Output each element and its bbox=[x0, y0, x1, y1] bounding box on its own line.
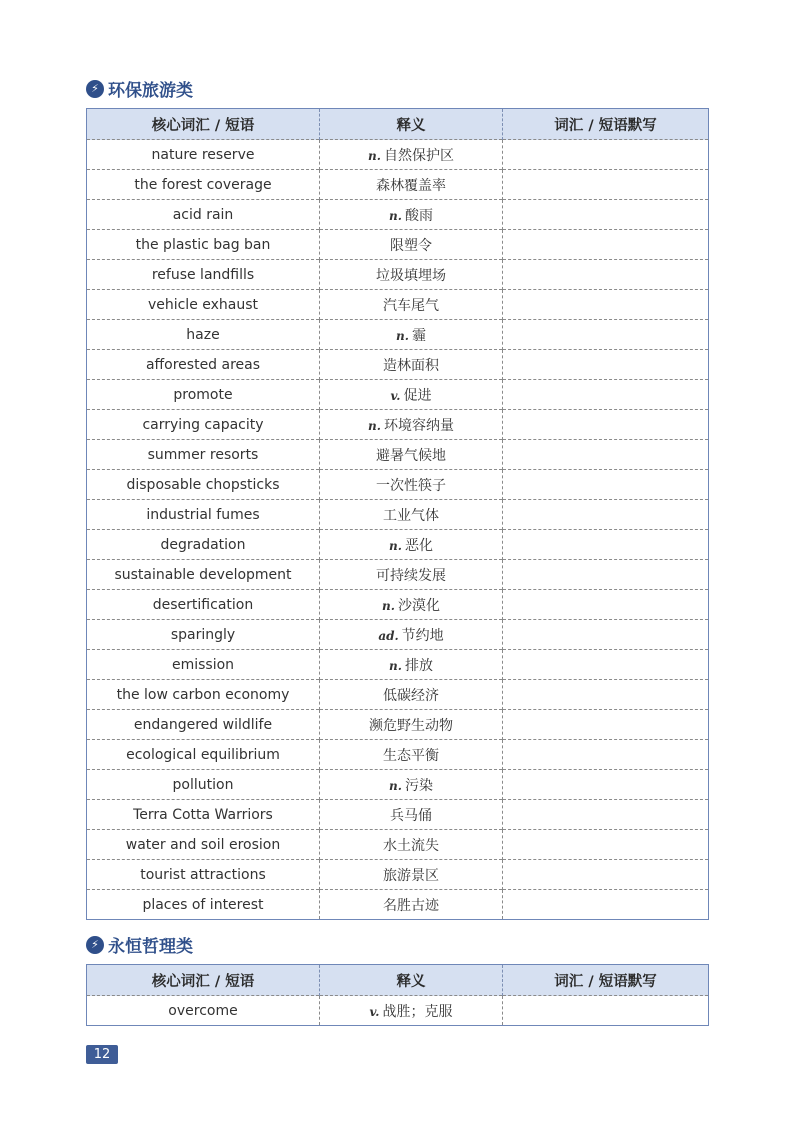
meaning-text: 节约地 bbox=[401, 627, 444, 644]
part-of-speech: n. bbox=[389, 778, 402, 793]
meaning-text: 霾 bbox=[411, 327, 426, 344]
dictation-cell[interactable] bbox=[503, 170, 709, 200]
term-cell: sustainable development bbox=[87, 560, 320, 590]
lightning-bolt-icon: ⚡ bbox=[86, 936, 104, 954]
meaning-text: 排放 bbox=[404, 657, 433, 674]
meaning-text: 垃圾填埋场 bbox=[376, 267, 446, 284]
meaning-text: 自然保护区 bbox=[383, 147, 454, 164]
table-row bbox=[87, 590, 709, 620]
table-header-row bbox=[87, 965, 709, 996]
dictation-cell[interactable] bbox=[503, 680, 709, 710]
table-row bbox=[87, 170, 709, 200]
meaning-cell bbox=[320, 560, 503, 590]
term-cell: acid rain bbox=[87, 200, 320, 230]
dictation-cell[interactable] bbox=[503, 710, 709, 740]
term-cell: summer resorts bbox=[87, 440, 320, 470]
term-cell: the plastic bag ban bbox=[87, 230, 320, 260]
meaning-cell bbox=[320, 710, 503, 740]
dictation-cell[interactable] bbox=[503, 410, 709, 440]
table-row bbox=[87, 770, 709, 800]
dictation-cell[interactable] bbox=[503, 996, 709, 1026]
meaning-text: 限塑令 bbox=[390, 237, 432, 254]
part-of-speech: v. bbox=[390, 388, 401, 403]
meaning-text: 促进 bbox=[403, 387, 432, 404]
section-title-philosophy bbox=[86, 932, 193, 957]
term-cell: industrial fumes bbox=[87, 500, 320, 530]
term-cell: overcome bbox=[87, 996, 320, 1026]
term-cell: disposable chopsticks bbox=[87, 470, 320, 500]
meaning-text: 濒危野生动物 bbox=[369, 717, 453, 734]
term-cell: water and soil erosion bbox=[87, 830, 320, 860]
part-of-speech: n. bbox=[368, 418, 381, 433]
meaning-cell bbox=[320, 320, 503, 350]
dictation-cell[interactable] bbox=[503, 350, 709, 380]
table-row bbox=[87, 140, 709, 170]
meaning-cell bbox=[320, 740, 503, 770]
header-term: 核心词汇 / 短语 bbox=[87, 965, 320, 996]
section-title-eco-travel bbox=[86, 76, 193, 101]
meaning-text: 森林覆盖率 bbox=[376, 177, 446, 194]
dictation-cell[interactable] bbox=[503, 470, 709, 500]
table-row bbox=[87, 500, 709, 530]
meaning-text: 水土流失 bbox=[383, 837, 439, 854]
table-row bbox=[87, 680, 709, 710]
meaning-cell bbox=[320, 650, 503, 680]
meaning-cell bbox=[320, 380, 503, 410]
dictation-cell[interactable] bbox=[503, 140, 709, 170]
dictation-cell[interactable] bbox=[503, 260, 709, 290]
table-row bbox=[87, 710, 709, 740]
part-of-speech: n. bbox=[382, 598, 395, 613]
term-cell: Terra Cotta Warriors bbox=[87, 800, 320, 830]
dictation-cell[interactable] bbox=[503, 380, 709, 410]
meaning-text: 避暑气候地 bbox=[376, 447, 446, 464]
dictation-cell[interactable] bbox=[503, 800, 709, 830]
term-cell: endangered wildlife bbox=[87, 710, 320, 740]
term-cell: desertification bbox=[87, 590, 320, 620]
meaning-text: 酸雨 bbox=[404, 207, 433, 224]
meaning-cell bbox=[320, 260, 503, 290]
meaning-cell bbox=[320, 590, 503, 620]
term-cell: the low carbon economy bbox=[87, 680, 320, 710]
vocab-table-philosophy bbox=[86, 964, 709, 1026]
meaning-cell bbox=[320, 620, 503, 650]
term-cell: haze bbox=[87, 320, 320, 350]
header-term: 核心词汇 / 短语 bbox=[87, 109, 320, 140]
term-cell: sparingly bbox=[87, 620, 320, 650]
term-cell: carrying capacity bbox=[87, 410, 320, 440]
table-row bbox=[87, 996, 709, 1026]
term-cell: afforested areas bbox=[87, 350, 320, 380]
header-meaning: 释义 bbox=[320, 109, 503, 140]
meaning-cell bbox=[320, 530, 503, 560]
term-cell: refuse landfills bbox=[87, 260, 320, 290]
part-of-speech: ad. bbox=[378, 628, 399, 643]
dictation-cell[interactable] bbox=[503, 830, 709, 860]
meaning-text: 兵马俑 bbox=[390, 807, 432, 824]
term-cell: tourist attractions bbox=[87, 860, 320, 890]
meaning-text: 生态平衡 bbox=[383, 747, 439, 764]
header-dictation: 词汇 / 短语默写 bbox=[503, 109, 709, 140]
table-row bbox=[87, 830, 709, 860]
term-cell: places of interest bbox=[87, 890, 320, 920]
dictation-cell[interactable] bbox=[503, 650, 709, 680]
meaning-cell bbox=[320, 290, 503, 320]
part-of-speech: n. bbox=[389, 208, 402, 223]
table-header-row bbox=[87, 109, 709, 140]
dictation-cell[interactable] bbox=[503, 620, 709, 650]
table-row bbox=[87, 860, 709, 890]
table-row bbox=[87, 470, 709, 500]
term-cell: pollution bbox=[87, 770, 320, 800]
table-row bbox=[87, 890, 709, 920]
dictation-cell[interactable] bbox=[503, 890, 709, 920]
dictation-cell[interactable] bbox=[503, 290, 709, 320]
part-of-speech: n. bbox=[389, 538, 402, 553]
meaning-cell bbox=[320, 680, 503, 710]
table-row bbox=[87, 740, 709, 770]
vocab-table-eco-travel bbox=[86, 108, 709, 920]
meaning-text: 旅游景区 bbox=[383, 867, 439, 884]
table-row bbox=[87, 440, 709, 470]
section-title-text: 环保旅游类 bbox=[108, 81, 193, 101]
meaning-cell bbox=[320, 410, 503, 440]
table-row bbox=[87, 800, 709, 830]
meaning-text: 沙漠化 bbox=[397, 597, 440, 614]
dictation-cell[interactable] bbox=[503, 560, 709, 590]
meaning-cell bbox=[320, 350, 503, 380]
part-of-speech: n. bbox=[389, 658, 402, 673]
term-cell: vehicle exhaust bbox=[87, 290, 320, 320]
meaning-cell bbox=[320, 890, 503, 920]
meaning-text: 环境容纳量 bbox=[383, 417, 454, 434]
page-number: 12 bbox=[86, 1045, 118, 1064]
dictation-cell[interactable] bbox=[503, 740, 709, 770]
meaning-text: 造林面积 bbox=[383, 357, 439, 374]
meaning-text: 工业气体 bbox=[383, 507, 439, 524]
term-cell: degradation bbox=[87, 530, 320, 560]
term-cell: nature reserve bbox=[87, 140, 320, 170]
dictation-cell[interactable] bbox=[503, 590, 709, 620]
meaning-text: 名胜古迹 bbox=[383, 897, 439, 914]
meaning-cell bbox=[320, 996, 503, 1026]
dictation-cell[interactable] bbox=[503, 320, 709, 350]
table-row bbox=[87, 530, 709, 560]
table-row bbox=[87, 650, 709, 680]
meaning-text: 可持续发展 bbox=[376, 567, 446, 584]
meaning-cell bbox=[320, 830, 503, 860]
meaning-cell bbox=[320, 440, 503, 470]
table-row bbox=[87, 230, 709, 260]
meaning-cell bbox=[320, 800, 503, 830]
meaning-text: 低碳经济 bbox=[383, 687, 439, 704]
table-row bbox=[87, 410, 709, 440]
meaning-cell bbox=[320, 140, 503, 170]
meaning-text: 战胜；克服 bbox=[382, 1003, 453, 1020]
header-meaning: 释义 bbox=[320, 965, 503, 996]
term-cell: ecological equilibrium bbox=[87, 740, 320, 770]
meaning-cell bbox=[320, 500, 503, 530]
meaning-text: 污染 bbox=[404, 777, 433, 794]
meaning-text: 一次性筷子 bbox=[376, 477, 446, 494]
meaning-cell bbox=[320, 230, 503, 260]
section-title-text: 永恒哲理类 bbox=[108, 937, 193, 957]
meaning-text: 恶化 bbox=[404, 537, 433, 554]
term-cell: the forest coverage bbox=[87, 170, 320, 200]
meaning-cell bbox=[320, 470, 503, 500]
dictation-cell[interactable] bbox=[503, 200, 709, 230]
term-cell: promote bbox=[87, 380, 320, 410]
table-row bbox=[87, 350, 709, 380]
lightning-bolt-icon: ⚡ bbox=[86, 80, 104, 98]
table-row bbox=[87, 560, 709, 590]
meaning-cell bbox=[320, 200, 503, 230]
dictation-cell[interactable] bbox=[503, 440, 709, 470]
table-row bbox=[87, 290, 709, 320]
part-of-speech: n. bbox=[368, 148, 381, 163]
table-row bbox=[87, 380, 709, 410]
meaning-text: 汽车尾气 bbox=[383, 297, 439, 314]
term-cell: emission bbox=[87, 650, 320, 680]
table-row bbox=[87, 320, 709, 350]
dictation-cell[interactable] bbox=[503, 230, 709, 260]
dictation-cell[interactable] bbox=[503, 530, 709, 560]
table-row bbox=[87, 260, 709, 290]
table-row bbox=[87, 200, 709, 230]
dictation-cell[interactable] bbox=[503, 500, 709, 530]
part-of-speech: v. bbox=[369, 1004, 380, 1019]
dictation-cell[interactable] bbox=[503, 770, 709, 800]
header-dictation: 词汇 / 短语默写 bbox=[503, 965, 709, 996]
part-of-speech: n. bbox=[396, 328, 409, 343]
meaning-cell bbox=[320, 170, 503, 200]
meaning-cell bbox=[320, 860, 503, 890]
dictation-cell[interactable] bbox=[503, 860, 709, 890]
table-row bbox=[87, 620, 709, 650]
meaning-cell bbox=[320, 770, 503, 800]
